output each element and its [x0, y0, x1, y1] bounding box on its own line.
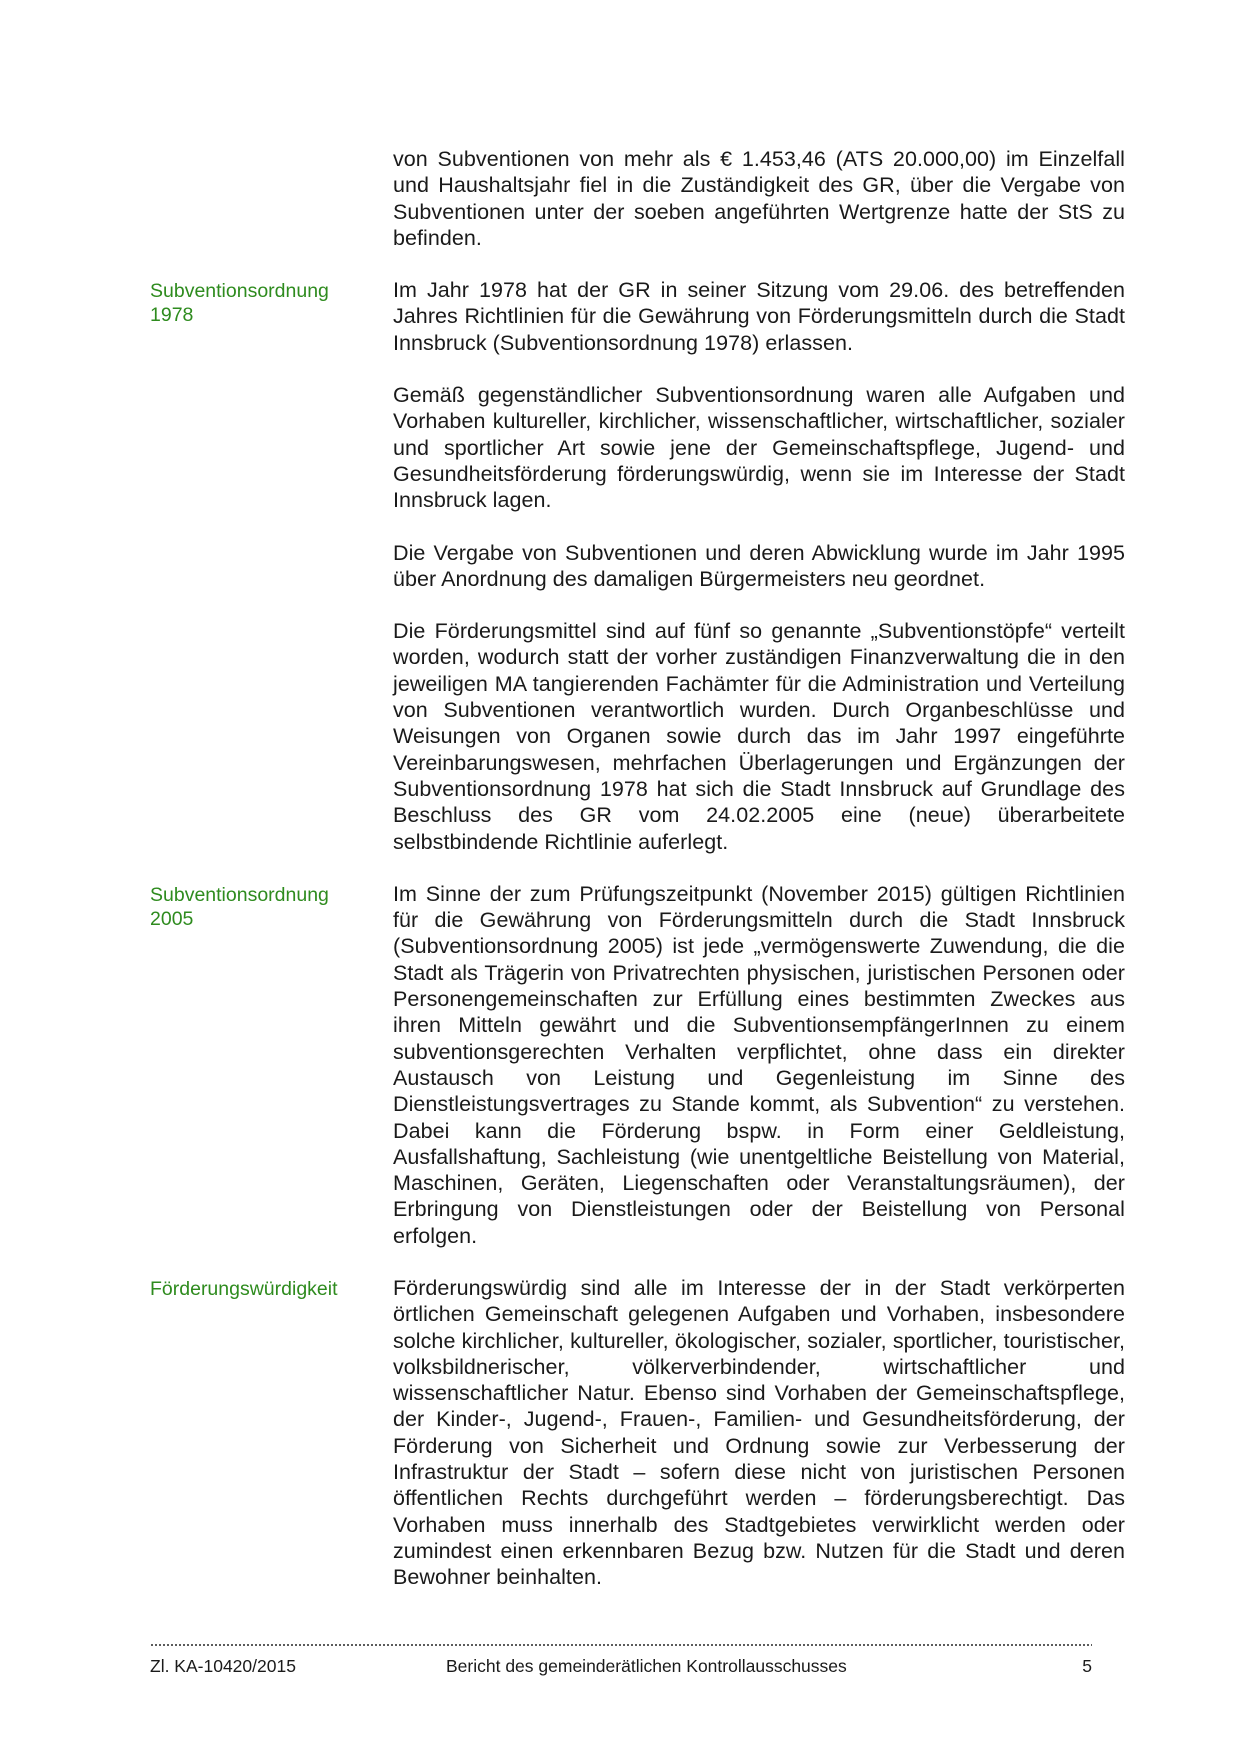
paragraph: Im Sinne der zum Prüfungszeitpunkt (November 2015) gültigen Richtlinien für die Gewährung von Förderungsmitteln durch die Stadt Innsbruck (Subventionsordnung 2005) ist jede „vermögenswerte Zuwendung, die die Stadt als Trägerin von Privatrechten physischen, juristischen Personen oder Personengemeinschaften zur Erfüllung eines bestimmten Zweckes aus ihren Mitteln gewährt und die SubventionsempfängerInnen zu einem subventionsgerechten Verhalten verpflichtet, ohne dass ein direkter Austausch von Leistung und Gegenleistung im Sinne des Dienstleistungsvertrages zu Stande kommt, als Subvention“ zu verstehen. Dabei kann die Förderung bspw. in Form einer Geldleistung, Ausfallshaftung, Sachleistung (wie unentgeltliche Beistellung von Material, Maschinen, Geräten, Liegenschaften oder Veranstaltungsräumen), der Erbringung von Dienstleistungen oder der Beistellung von Personal erfolgen. — [393, 881, 1125, 1248]
page-footer — [150, 1655, 1092, 1677]
page-number: 5 — [1082, 1656, 1092, 1676]
section-subventionsordnung-1978 — [150, 277, 1125, 881]
margin-label: Subventionsordnung 1978 — [150, 280, 329, 327]
margin-label: Subventionsordnung 2005 — [150, 883, 329, 930]
section-body — [393, 1275, 1125, 1617]
section-body — [393, 146, 1125, 277]
section-foerderungswuerdigkeit — [150, 1275, 1125, 1617]
section-subventionsordnung-2005 — [150, 881, 1125, 1275]
section-body — [393, 277, 1125, 881]
margin-label: Förderungswürdigkeit — [150, 1277, 338, 1300]
page-content — [150, 146, 1125, 1617]
margin-label — [150, 146, 393, 148]
paragraph: von Subventionen von mehr als € 1.453,46 (ATS 20.000,00) im Einzelfall und Haushaltsjahr fiel in die Zuständigkeit des GR, über die Vergabe von Subventionen unter der soeben angeführten Wertgrenze hatte der StS zu befinden. — [393, 147, 1125, 250]
paragraph: Gemäß gegenständlicher Subventionsordnung waren alle Aufgaben und Vorhaben kultureller, kirchlicher, wissenschaftlicher, wirtschaftlicher, sozialer und sportlicher Art sowie jene der Gemeinschaftspflege, Jugend- und Gesundheitsförderung förderungswürdig, wenn sie im Interesse der Stadt Innsbruck lagen. — [393, 383, 1125, 513]
paragraph: Im Jahr 1978 hat der GR in seiner Sitzung vom 29.06. des betreffenden Jahres Richtlinien für die Gewährung von Förderungsmitteln durch die Stadt Innsbruck (Subventionsordnung 1978) erlassen. — [393, 278, 1125, 355]
document-reference: Zl. KA-10420/2015 — [150, 1656, 296, 1676]
section-body — [393, 881, 1125, 1275]
paragraph: Die Vergabe von Subventionen und deren Abwicklung wurde im Jahr 1995 über Anordnung des damaligen Bürgermeisters neu geordnet. — [393, 540, 1125, 591]
section-intro — [150, 146, 1125, 277]
paragraph: Die Förderungsmittel sind auf fünf so genannte „Subventionstöpfe“ verteilt worden, wodurch statt der vorher zuständigen Finanzverwaltung die in den jeweiligen MA tangierenden Fachämter für die Administration und Verteilung von Subventionen verantwortlich wurden. Durch Organbeschlüsse und Weisungen von Organen sowie durch das im Jahr 1997 eingeführte Vereinbarungswesen, mehrfachen Überlagerungen und Ergänzungen der Subventionsordnung 1978 hat sich die Stadt Innsbruck auf Grundlage des Beschluss des GR vom 24.02.2005 eine (neue) überarbeitete selbstbindende Richtlinie auferlegt. — [393, 619, 1125, 854]
paragraph: Förderungswürdig sind alle im Interesse der in der Stadt verkörperten örtlichen Gemeinschaft gelegenen Aufgaben und Vorhaben, insbesondere solche kirchlicher, kultureller, ökologischer, sozialer, sportlicher, touristischer, volksbildnerischer, völkerverbindender, wirtschaftlicher und wissenschaftlicher Natur. Ebenso sind Vorhaben der Gemeinschaftspflege, der Kinder-, Jugend-, Frauen-, Familien- und Gesundheitsförderung, der Förderung von Sicherheit und Ordnung sowie zur Verbesserung der Infrastruktur der Stadt – sofern diese nicht von juristischen Personen öffentlichen Rechts durchgeführt werden – förderungsberechtigt. Das Vorhaben muss innerhalb des Stadtgebietes verwirklicht werden oder zumindest einen erkennbaren Bezug bzw. Nutzen für die Stadt und deren Bewohner beinhalten. — [393, 1275, 1125, 1590]
footer-dotted-rule — [150, 1643, 1092, 1647]
report-title: Bericht des gemeinderätlichen Kontrollausschusses — [446, 1656, 847, 1676]
